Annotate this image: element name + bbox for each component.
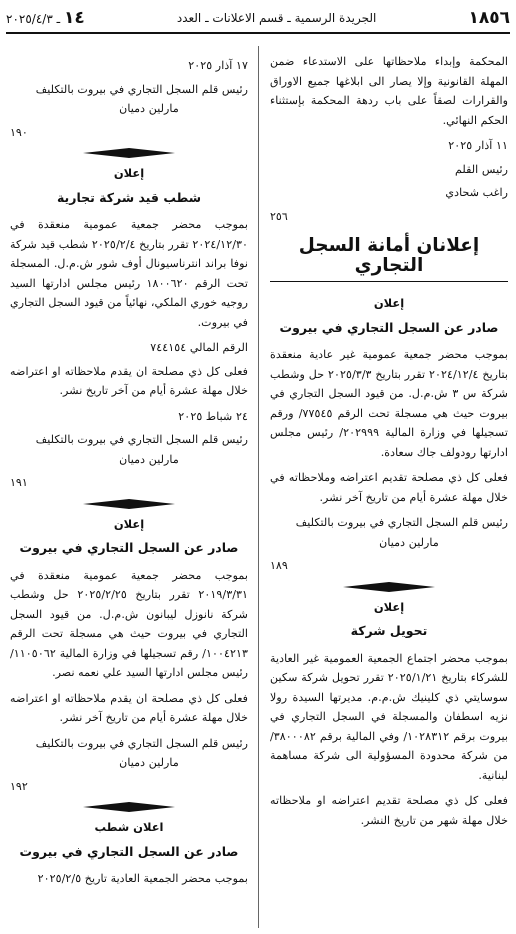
notice-number: ٢٥٦ [270,209,288,223]
notice-date: ٢٤ شباط ٢٠٢٥ [178,409,248,423]
notice-number: ١٨٩ [270,559,288,572]
notice-number: ١٩١ [10,476,28,489]
signature-name: مارلين دميان [119,452,179,466]
intro-paragraph: المحكمة وإبداء ملاحظاتها على الاستدعاء ضمن المهلة القانونية وإلا يصار الى ابلاغها جميع الاوراق والقرارات لصقاً على باب ردهة المحكمة بإستثناء الحكم النهائي. [270,55,508,127]
gazette-title: الجريدة الرسمية ـ قسم الاعلانات ـ العدد [176,11,377,25]
section-title: إعلانان أمانة السجل التجاري [270,236,508,282]
ad-label: إعلان [113,166,145,180]
separator-ornament [83,148,175,158]
left-column [10,52,248,895]
page-header [6,6,510,34]
separator-ornament [83,802,175,812]
ad-body: بموجب محضر اجتماع الجمعية العمومية غير العادية للشركاء بتاريخ ٢٠٢٥/١/٢١ تقرر تحويل شركة سكين سوسايتي ذي كلينيك ش.م.م. مديرتها السيدة رولا نزيه اسطفان والمسجلة في السجل التجاري في بيروت برقم ١٠٢٨٣١٢/ وفي المالية برقم ٣٨٠٠٠٨٢/ من شركة محدودة المسؤولية الى شركة مساهمة لبنانية. [270,651,508,782]
ad-body: بموجب محضر جمعية عمومية منعقدة في ٢٠٢٤/١٢/٣٠ تقرر بتاريخ ٢٠٢٥/٢/٤ شطب قيد شركة نوفا براند انترناسيونال أوف شور ش.م.ل. المسجلة تحت الرقم ١٨٠٠٦٢٠ رئيس مجلس ادارتها السيد روجيه خوري الملكي، نهائياً من قيود السجل التجاري في بيروت. [10,218,248,329]
column-divider [258,46,259,928]
separator-ornament [83,499,175,509]
ad-label: إعلان [373,599,405,614]
issue-number: ١٤ [63,8,85,28]
intro-date: ١١ آذار ٢٠٢٥ [448,139,508,152]
ad-objection: فعلى كل ذي مصلحة تقديم اعتراضه وملاحظاته في خلال مهلة عشرة أيام من تاريخ آخر نشر. [270,471,508,504]
signature-role: رئيس قلم السجل التجاري في بيروت بالتكليف [35,736,248,750]
page-number: ١٨٥٦ [468,8,510,28]
ad-label: إعلان [373,296,405,310]
ad-subtitle: صادر عن السجل التجاري في بيروت [19,540,239,555]
ad-subtitle: صادر عن السجل التجاري في بيروت [279,319,499,335]
intro-signature-name: راغب شحادي [445,186,508,199]
right-column [270,52,508,836]
ad-subtitle: صادر عن السجل التجاري في بيروت [19,843,239,859]
ad-body: بموجب محضر الجمعية العادية تاريخ ٢٠٢٥/٢/٥ [37,872,248,885]
issue-date: ـ ٢٠٢٥/٤/٣ [6,12,61,26]
ad-objection: فعلى كل ذي مصلحة ان يقدم ملاحظاته او اعتراضه خلال مهلة عشرة أيام من آخر تاريخ نشر. [10,364,248,397]
signature-name: مارلين دميان [119,756,179,769]
notice-date: ١٧ آذار ٢٠٢٥ [188,59,248,72]
notice-number: ١٩٢ [10,779,28,793]
signature-role: رئيس قلم السجل التجاري في بيروت بالتكليف [35,82,248,96]
ad-objection: فعلى كل ذي مصلحة تقديم اعتراضه او ملاحظاته خلال مهلة شهر من تاريخ النشر. [270,794,508,827]
intro-signature-role: رئيس القلم [454,162,508,176]
signature-role: رئيس قلم السجل التجاري في بيروت بالتكليف [295,516,508,529]
ad-subtitle: تحويل شركة [350,623,428,638]
financial-number: الرقم المالي ٧٤٤١٥٤ [150,341,248,354]
ad-body: بموجب محضر جمعية عمومية منعقدة في ٢٠١٩/٣/٣١ تقرر بتاريخ ٢٠٢٥/٢/٢٥ حل وشطب شركة نانوزل ليبانون ش.م.ل. من قيود السجل التجاري في بيروت حيث هي مسجلة تحت الرقم ١٠٠٤٢١٣/ رقم تسجيلها في وزارة المالية ١١٠٥٠٦٢/ رئيس مجلس ادارتها السيد علي نعمه نصر. [10,568,248,679]
separator-ornament [343,582,435,592]
ad-subtitle: شطب قيد شركة تجارية [56,189,202,205]
ad-label: اعلان شطب [94,820,164,834]
signature-name: مارلين دميان [119,102,179,115]
issue-info [6,8,85,28]
ad-objection: فعلى كل ذي مصلحة ان يقدم ملاحظاته او اعتراضه خلال مهلة عشرة أيام من تاريخ آخر نشر. [10,691,248,724]
notice-number: ١٩٠ [10,125,28,139]
ad-label: إعلان [113,516,145,531]
ad-body: بموجب محضر جمعية عمومية غير عادية منعقدة بتاريخ ٢٠٢٤/١٢/٤ تقرر بتاريخ ٢٠٢٥/٣/٣ حل وشطب شركة س ٣ ش.م.ل. من قيود السجل التجاري في بيروت حيث هي مسجلة تحت الرقم ٧٧٥٤٥/ ورقم تسجيلها في وزارة المالية ٢٠٢٩٩٩/ رئيس مجلس ادارتها رودولف جاك سعادة. [270,348,509,459]
signature-role: رئيس قلم السجل التجاري في بيروت بالتكليف [35,433,248,446]
signature-name: مارلين دميان [379,535,439,549]
